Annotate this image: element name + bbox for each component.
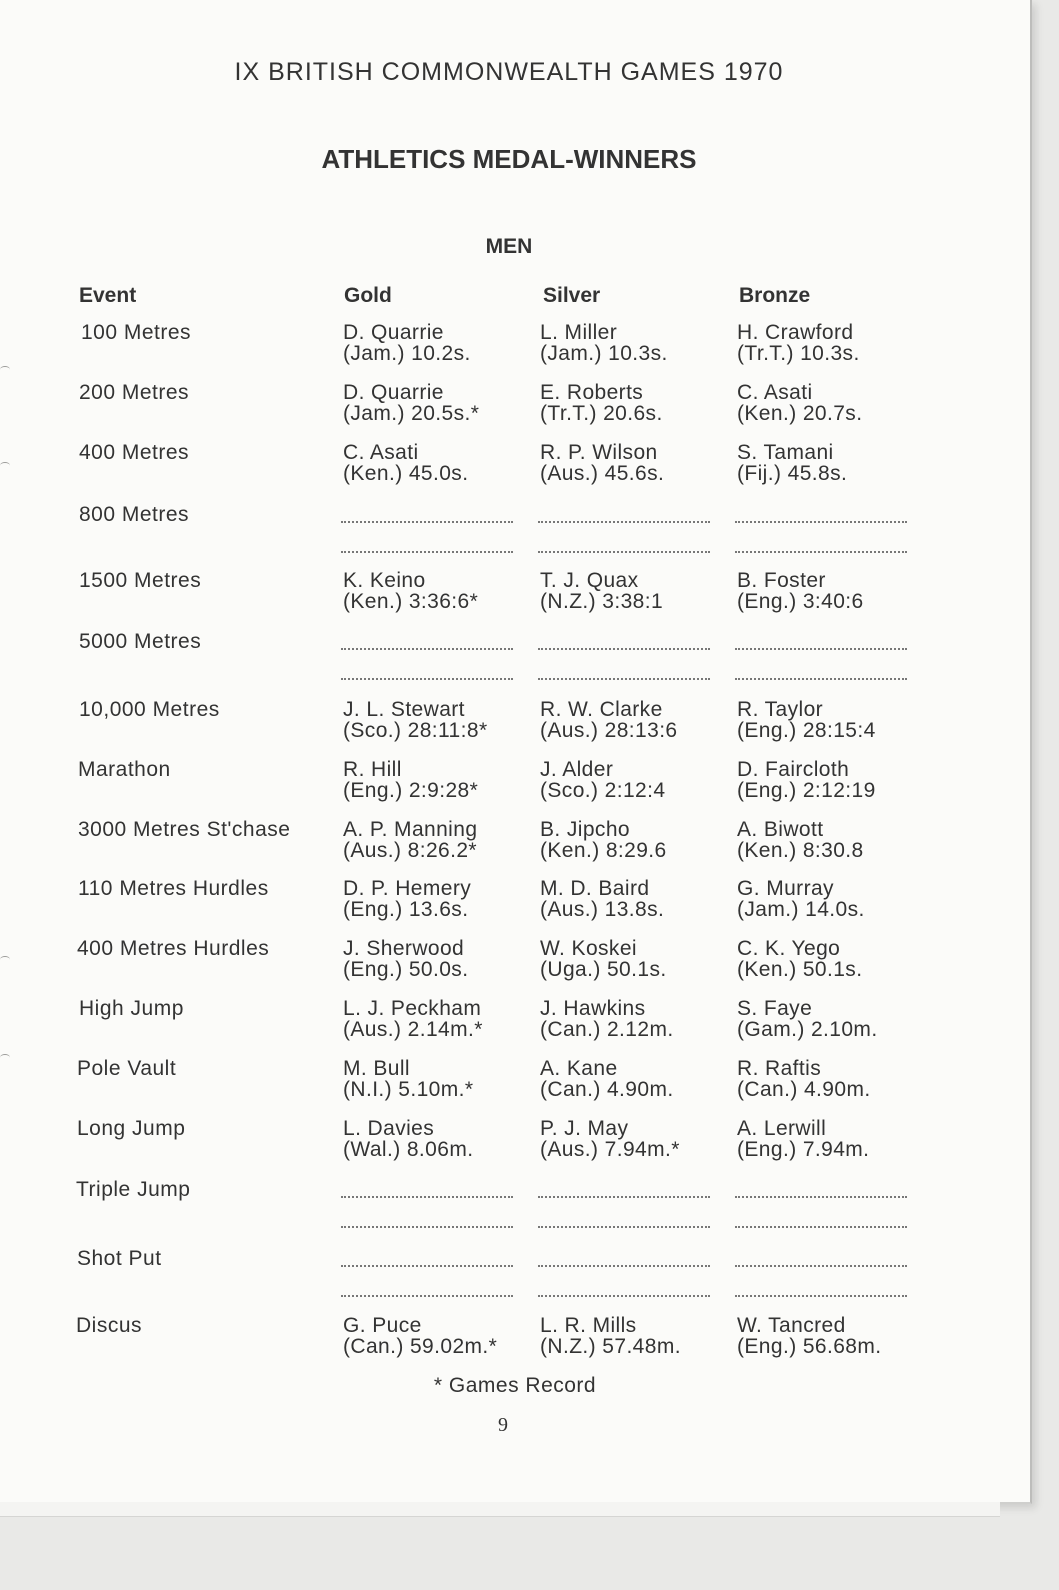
silver-medal-winner bbox=[540, 442, 720, 484]
bronze-medal-winner bbox=[737, 878, 917, 920]
bronze-medal-winner bbox=[737, 699, 917, 741]
event-name: Pole Vault bbox=[77, 1057, 177, 1080]
athlete-name: M. Bull bbox=[343, 1057, 410, 1080]
athlete-name: R. P. Wilson bbox=[540, 441, 658, 464]
blank-entry-line bbox=[735, 1295, 907, 1297]
gold-medal-winner bbox=[343, 382, 523, 424]
binding-hole bbox=[0, 366, 10, 373]
country-and-result: (Ken.) 20.7s. bbox=[737, 402, 863, 425]
country-and-result: (Sco.) 28:11:8* bbox=[343, 719, 488, 742]
athlete-name: D. P. Hemery bbox=[343, 877, 472, 900]
athlete-name: M. D. Baird bbox=[540, 877, 650, 900]
gold-medal-winner bbox=[343, 938, 523, 980]
country-and-result: (Jam.) 10.3s. bbox=[540, 342, 668, 365]
athlete-name: H. Crawford bbox=[737, 321, 854, 344]
silver-medal-winner bbox=[540, 1118, 720, 1160]
blank-entry-line bbox=[341, 1196, 513, 1198]
blank-entry-line bbox=[341, 678, 513, 680]
gold-medal-winner bbox=[343, 442, 523, 484]
bronze-medal-winner bbox=[737, 442, 917, 484]
event-name: 400 Metres bbox=[79, 441, 190, 464]
country-and-result: (Fij.) 45.8s. bbox=[737, 462, 848, 485]
country-and-result: (Can.) 2.12m. bbox=[540, 1018, 674, 1041]
country-and-result: (Eng.) 2:9:28* bbox=[343, 779, 479, 802]
athlete-name: J. Hawkins bbox=[540, 997, 646, 1020]
gold-medal-winner bbox=[343, 1315, 523, 1357]
bronze-medal-winner bbox=[737, 938, 917, 980]
gold-medal-winner bbox=[343, 878, 523, 920]
country-and-result: (Aus.) 45.6s. bbox=[540, 462, 665, 485]
gold-medal-winner bbox=[343, 699, 523, 741]
country-and-result: (Eng.) 28:15:4 bbox=[737, 719, 876, 742]
gold-medal-winner bbox=[343, 1118, 523, 1160]
blank-entry-line bbox=[735, 648, 907, 650]
athlete-name: R. W. Clarke bbox=[540, 698, 663, 721]
country-and-result: (Tr.T.) 10.3s. bbox=[737, 342, 860, 365]
country-and-result: (Ken.) 45.0s. bbox=[343, 462, 469, 485]
silver-medal-winner bbox=[540, 878, 720, 920]
event-name: 100 Metres bbox=[81, 321, 192, 344]
binding-hole bbox=[0, 956, 10, 963]
athlete-name: A. Biwott bbox=[737, 818, 824, 841]
blank-entry-line bbox=[538, 1196, 710, 1198]
gold-medal-winner bbox=[343, 998, 523, 1040]
blank-entry-line bbox=[538, 551, 710, 553]
athlete-name: C. Asati bbox=[343, 441, 419, 464]
blank-entry-line bbox=[538, 1295, 710, 1297]
country-and-result: (Sco.) 2:12:4 bbox=[540, 779, 666, 802]
column-header-silver: Silver bbox=[543, 284, 601, 307]
binding-hole bbox=[0, 462, 10, 469]
gold-medal-winner bbox=[343, 819, 523, 861]
column-header-gold: Gold bbox=[344, 284, 392, 307]
athlete-name: W. Koskei bbox=[540, 937, 637, 960]
page-title: ATHLETICS MEDAL-WINNERS bbox=[321, 144, 697, 174]
section-heading: MEN bbox=[485, 235, 533, 258]
athlete-name: R. Raftis bbox=[737, 1057, 822, 1080]
blank-entry-line bbox=[341, 1226, 513, 1228]
silver-medal-winner bbox=[540, 699, 720, 741]
country-and-result: (Wal.) 8.06m. bbox=[343, 1138, 474, 1161]
bronze-medal-winner bbox=[737, 759, 917, 801]
country-and-result: (Eng.) 13.6s. bbox=[343, 898, 469, 921]
silver-medal-winner bbox=[540, 322, 720, 364]
blank-entry-line bbox=[735, 1226, 907, 1228]
country-and-result: (Ken.) 8:29.6 bbox=[540, 839, 667, 862]
page-edge bbox=[0, 1502, 1000, 1517]
athlete-name: J. Sherwood bbox=[343, 937, 465, 960]
event-name: 10,000 Metres bbox=[79, 698, 220, 721]
athlete-name: R. Hill bbox=[343, 758, 402, 781]
blank-entry-line bbox=[538, 1265, 710, 1267]
country-and-result: (Eng.) 2:12:19 bbox=[737, 779, 876, 802]
blank-entry-line bbox=[341, 551, 513, 553]
country-and-result: (Eng.) 7.94m. bbox=[737, 1138, 870, 1161]
athlete-name: C. K. Yego bbox=[737, 937, 841, 960]
blank-entry-line bbox=[735, 1196, 907, 1198]
event-name: 110 Metres Hurdles bbox=[78, 877, 269, 900]
country-and-result: (Ken.) 3:36:6* bbox=[343, 590, 479, 613]
silver-medal-winner bbox=[540, 382, 720, 424]
country-and-result: (Can.) 59.02m.* bbox=[343, 1335, 498, 1358]
athlete-name: L. Davies bbox=[343, 1117, 435, 1140]
event-name: 200 Metres bbox=[79, 381, 190, 404]
country-and-result: (Jam.) 10.2s. bbox=[343, 342, 471, 365]
athlete-name: P. J. May bbox=[540, 1117, 629, 1140]
athlete-name: J. L. Stewart bbox=[343, 698, 465, 721]
blank-entry-line bbox=[538, 1226, 710, 1228]
bronze-medal-winner bbox=[737, 1058, 917, 1100]
silver-medal-winner bbox=[540, 998, 720, 1040]
binding-hole bbox=[0, 1054, 10, 1061]
silver-medal-winner bbox=[540, 1058, 720, 1100]
bronze-medal-winner bbox=[737, 322, 917, 364]
silver-medal-winner bbox=[540, 759, 720, 801]
silver-medal-winner bbox=[540, 1315, 720, 1357]
athlete-name: A. P. Manning bbox=[343, 818, 478, 841]
athlete-name: W. Tancred bbox=[737, 1314, 846, 1337]
country-and-result: (N.Z.) 3:38:1 bbox=[540, 590, 664, 613]
event-name: Marathon bbox=[78, 758, 171, 781]
athlete-name: L. Miller bbox=[540, 321, 618, 344]
blank-entry-line bbox=[341, 1265, 513, 1267]
country-and-result: (Ken.) 8:30.8 bbox=[737, 839, 864, 862]
country-and-result: (Tr.T.) 20.6s. bbox=[540, 402, 663, 425]
event-name: Triple Jump bbox=[76, 1178, 191, 1201]
blank-entry-line bbox=[538, 678, 710, 680]
bronze-medal-winner bbox=[737, 382, 917, 424]
country-and-result: (N.Z.) 57.48m. bbox=[540, 1335, 681, 1358]
athlete-name: D. Quarrie bbox=[343, 321, 444, 344]
athlete-name: E. Roberts bbox=[540, 381, 644, 404]
silver-medal-winner bbox=[540, 819, 720, 861]
blank-entry-line bbox=[735, 521, 907, 523]
athlete-name: G. Murray bbox=[737, 877, 834, 900]
country-and-result: (Jam.) 14.0s. bbox=[737, 898, 865, 921]
blank-entry-line bbox=[341, 648, 513, 650]
athlete-name: R. Taylor bbox=[737, 698, 824, 721]
blank-entry-line bbox=[735, 551, 907, 553]
gold-medal-winner bbox=[343, 1058, 523, 1100]
gold-medal-winner bbox=[343, 570, 523, 612]
silver-medal-winner bbox=[540, 938, 720, 980]
page-header: IX BRITISH COMMONWEALTH GAMES 1970 bbox=[234, 58, 784, 86]
bronze-medal-winner bbox=[737, 819, 917, 861]
athlete-name: G. Puce bbox=[343, 1314, 422, 1337]
bronze-medal-winner bbox=[737, 998, 917, 1040]
country-and-result: (Aus.) 2.14m.* bbox=[343, 1018, 483, 1041]
event-name: Shot Put bbox=[77, 1247, 162, 1270]
event-name: 3000 Metres St'chase bbox=[78, 818, 291, 841]
bronze-medal-winner bbox=[737, 1315, 917, 1357]
athlete-name: B. Jipcho bbox=[540, 818, 630, 841]
country-and-result: (Aus.) 28:13:6 bbox=[540, 719, 678, 742]
country-and-result: (Can.) 4.90m. bbox=[540, 1078, 674, 1101]
blank-entry-line bbox=[735, 678, 907, 680]
country-and-result: (Eng.) 3:40:6 bbox=[737, 590, 864, 613]
country-and-result: (Jam.) 20.5s.* bbox=[343, 402, 480, 425]
column-header-event: Event bbox=[79, 284, 137, 307]
athlete-name: L. J. Peckham bbox=[343, 997, 482, 1020]
gold-medal-winner bbox=[343, 322, 523, 364]
blank-entry-line bbox=[538, 521, 710, 523]
athlete-name: A. Kane bbox=[540, 1057, 618, 1080]
event-name: High Jump bbox=[79, 997, 184, 1020]
event-name: Discus bbox=[76, 1314, 143, 1337]
athlete-name: J. Alder bbox=[540, 758, 614, 781]
country-and-result: (Aus.) 7.94m.* bbox=[540, 1138, 680, 1161]
country-and-result: (Eng.) 50.0s. bbox=[343, 958, 469, 981]
country-and-result: (Aus.) 13.8s. bbox=[540, 898, 665, 921]
blank-entry-line bbox=[341, 521, 513, 523]
footnote: * Games Record bbox=[433, 1374, 597, 1397]
country-and-result: (N.I.) 5.10m.* bbox=[343, 1078, 474, 1101]
country-and-result: (Eng.) 56.68m. bbox=[737, 1335, 882, 1358]
bronze-medal-winner bbox=[737, 1118, 917, 1160]
event-name: 800 Metres bbox=[79, 503, 190, 526]
column-header-bronze: Bronze bbox=[739, 284, 811, 307]
athlete-name: L. R. Mills bbox=[540, 1314, 637, 1337]
bronze-medal-winner bbox=[737, 570, 917, 612]
blank-entry-line bbox=[735, 1265, 907, 1267]
athlete-name: A. Lerwill bbox=[737, 1117, 827, 1140]
country-and-result: (Aus.) 8:26.2* bbox=[343, 839, 477, 862]
athlete-name: D. Faircloth bbox=[737, 758, 850, 781]
event-name: 1500 Metres bbox=[79, 569, 202, 592]
country-and-result: (Can.) 4.90m. bbox=[737, 1078, 871, 1101]
event-name: 400 Metres Hurdles bbox=[77, 937, 270, 960]
blank-entry-line bbox=[538, 648, 710, 650]
country-and-result: (Ken.) 50.1s. bbox=[737, 958, 863, 981]
athlete-name: B. Foster bbox=[737, 569, 826, 592]
gold-medal-winner bbox=[343, 759, 523, 801]
blank-entry-line bbox=[341, 1295, 513, 1297]
event-name: 5000 Metres bbox=[79, 630, 202, 653]
athlete-name: S. Faye bbox=[737, 997, 813, 1020]
athlete-name: K. Keino bbox=[343, 569, 426, 592]
athlete-name: C. Asati bbox=[737, 381, 813, 404]
country-and-result: (Gam.) 2.10m. bbox=[737, 1018, 878, 1041]
athlete-name: S. Tamani bbox=[737, 441, 834, 464]
page-number: 9 bbox=[498, 1414, 508, 1436]
silver-medal-winner bbox=[540, 570, 720, 612]
country-and-result: (Uga.) 50.1s. bbox=[540, 958, 667, 981]
athlete-name: T. J. Quax bbox=[540, 569, 639, 592]
athlete-name: D. Quarrie bbox=[343, 381, 444, 404]
event-name: Long Jump bbox=[77, 1117, 186, 1140]
